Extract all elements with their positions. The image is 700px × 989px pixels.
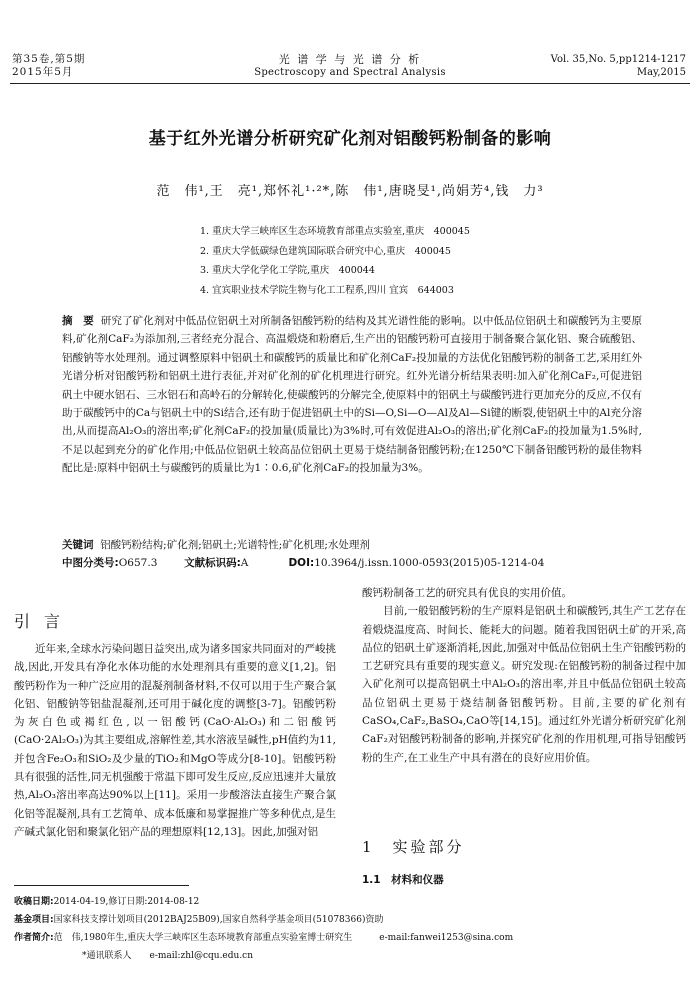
dates-label: 收稿日期: bbox=[14, 897, 54, 907]
fund-text: 国家科技支撑计划项目(2012BAJ25B09),国家自然科学基金项目(51078366)资助 bbox=[53, 915, 384, 925]
doc-code-label: 文献标识码: bbox=[184, 557, 241, 569]
bio-text: 范 伟,1980年生,重庆大学三峡库区生态环境教育部重点实验室博士研究生 e-mail:fanwei1253@sina.com bbox=[53, 933, 514, 943]
abstract-label: 摘 要 bbox=[62, 315, 94, 327]
journal-name-en: Spectroscopy and Spectral Analysis bbox=[254, 67, 446, 78]
author-list: 范 伟¹,王 亮¹,郑怀礼¹·²*,陈 伟¹,唐晓旻¹,尚娟芳⁴,钱 力³ bbox=[156, 184, 544, 199]
affiliation-2: 2. 重庆大学低碳绿色建筑国际联合研究中心,重庆 400045 bbox=[200, 245, 451, 257]
affiliation-4: 4. 宜宾职业技术学院生物与化工工程系,四川 宜宾 644003 bbox=[200, 284, 454, 296]
journal-volume-en bbox=[551, 53, 686, 79]
abstract-text: 研究了矿化剂对中低品位铝矾土对所制备铝酸钙粉的结构及其光谱性能的影响。以中低品位铝矾土和碳酸钙为主要原料,矿化剂CaF₂为添加剂,三者经充分混合、高温煅烧和粉磨后,生产出的铝酸钙粉可直接用于制备聚合氯化铝、聚合硫酸铝、铝酸钠等水处理剂。通过调整原料中铝矾土和碳酸钙的质量比和矿化剂CaF₂投加量的方法优化铝酸钙粉的制备工艺,采用红外光谱分析对铝酸钙粉和铝矾土进行表征,并对矿化剂的矿化机理进行研究。红外光谱分析结果表明:加入矿化剂CaF₂,可促进铝矾土中硬水铝石、三水铝石和高岭石的分解转化,使碳酸钙的分解完全,使原料中的铝矾土与碳酸钙进行更加充分的反应,不仅有助于碳酸钙中的Ca与铝矾土中的Si结合,还有助于促进铝矾土中的Si—O,Si—O—Al及Al—Si键的断裂,使铝矾土中的Al充分溶出,从而提高Al₂O₃的溶出率;矿化剂CaF₂的投加量(质量比)为3%时,可有效促进Al₂O₃的溶出;矿化剂CaF₂的投加量为1.5%时,不足以起到充分的矿化作用;中低品位铝矾土较高品位铝矾土更易于烧结制备铝酸钙粉;在1250℃下制备铝酸钙粉的最佳物料配比是:原料中铝矾土与碳酸钙的质量比为1∶0.6,矿化剂CaF₂的投加量为3%。 bbox=[62, 315, 643, 475]
doi-label: DOI: bbox=[288, 557, 315, 569]
keywords-block bbox=[62, 536, 642, 572]
volume-pages: Vol. 35,No. 5,pp1214-1217 bbox=[550, 54, 686, 65]
intro-paragraph: 近年来,全球水污染问题日益突出,成为诸多国家共同面对的严峻挑战,因此,开发具有净化水体功能的水处理剂具有重要的意义[1,2]。铝酸钙粉作为一种广泛应用的混凝剂制备材料,不仅可以用于生产聚合氯化铝、铝酸钠等铝盐混凝剂,还可用于碱化度的调整[3-7]。铝酸钙粉为灰白色或褐红色,以一铝酸钙(CaO·Al₂O₃)和二铝酸钙(CaO·2Al₂O₃)为其主要组成,溶解性差,其水溶液呈碱性,pH值约为11,并包含Fe₂O₃和SiO₂及少量的TiO₂和MgO等成分[8-10]。铝酸钙粉具有很强的活性,同无机强酸于常温下即可发生反应,反应迅速并大量放热,Al₂O₃溶出率高达90%以上[11]。采用一步酸溶法直接生产聚合氯化铝等混凝剂,具有工艺简单、成本低廉和易掌握推广等多种优点,是生产碱式氯化铝和聚氯化铝产品的理想原料[12,13]。因此,加强对铝 bbox=[14, 643, 336, 838]
footnote-rule bbox=[14, 885, 189, 886]
journal-name bbox=[190, 53, 510, 79]
doi-value: 10.3964/j.issn.1000-0593(2015)05-1214-04 bbox=[314, 557, 545, 569]
abstract bbox=[62, 312, 642, 478]
publication-date-en: May,2015 bbox=[636, 67, 686, 78]
fund-label: 基金项目: bbox=[14, 915, 54, 925]
header-rule bbox=[10, 83, 690, 84]
journal-name-cn: 光 谱 学 与 光 谱 分 析 bbox=[278, 53, 422, 66]
right-paragraph-0: 酸钙粉制备工艺的研究具有优良的实用价值。 bbox=[362, 587, 572, 599]
paper-title: 基于红外光谱分析研究矿化剂对铝酸钙粉制备的影响 bbox=[148, 129, 552, 149]
clc-value: O657.3 bbox=[118, 557, 158, 569]
affiliations bbox=[200, 222, 470, 300]
right-column bbox=[362, 584, 686, 767]
doc-code-value: A bbox=[240, 557, 249, 569]
volume-issue: 第35卷,第5期 bbox=[12, 53, 86, 65]
bio-label: 作者简介: bbox=[14, 933, 54, 943]
section-1-1-heading: 1.1 材料和仪器 bbox=[362, 874, 444, 886]
classification-line bbox=[62, 554, 642, 572]
intro-heading: 引言 bbox=[14, 612, 75, 631]
dates-text: 2014-04-19,修订日期:2014-08-12 bbox=[53, 897, 200, 907]
right-paragraph-1: 目前,一般铝酸钙粉的生产原料是铝矾土和碳酸钙,其生产工艺存在着煅烧温度高、时间长、能耗大的问题。随着我国铝矾土矿的开采,高品位的铝矾土矿逐渐消耗,因此,加强对中低品位铝矾土生产铝酸钙粉的工艺研究具有重要的现实意义。研究发现:在铝酸钙粉的制备过程中加入矿化剂可以提高铝矾土中Al₂O₃的溶出率,并且中低品位铝矾土较高品位铝矾土更易于烧结制备铝酸钙粉。目前,主要的矿化剂有CaSO₄,CaF₂,BaSO₄,CaO等[14,15]。通过红外光谱分析研究矿化剂CaF₂对铝酸钙粉制备的影响,并探究矿化剂的作用机理,可指导铝酸钙粉的生产,在工业生产中具有潜在的良好应用价值。 bbox=[362, 605, 686, 764]
footnotes bbox=[14, 893, 694, 965]
keywords-text: 铝酸钙粉结构;矿化剂;铝矾土;光谱特性;矿化机理;水处理剂 bbox=[100, 539, 370, 551]
affiliation-1: 1. 重庆大学三峡库区生态环境教育部重点实验室,重庆 400045 bbox=[200, 226, 470, 237]
keywords-label: 关键词 bbox=[62, 539, 94, 551]
section-1-heading: 1 实验部分 bbox=[362, 838, 465, 856]
journal-volume-info bbox=[12, 53, 85, 79]
affiliation-3: 3. 重庆大学化学化工学院,重庆 400044 bbox=[200, 265, 375, 276]
clc-label: 中图分类号: bbox=[62, 557, 119, 569]
intro-left-column bbox=[14, 640, 336, 841]
publication-date: 2015年5月 bbox=[12, 66, 74, 78]
corresponding-author: *通讯联系人 e-mail:zhl@cqu.edu.cn bbox=[82, 951, 254, 961]
